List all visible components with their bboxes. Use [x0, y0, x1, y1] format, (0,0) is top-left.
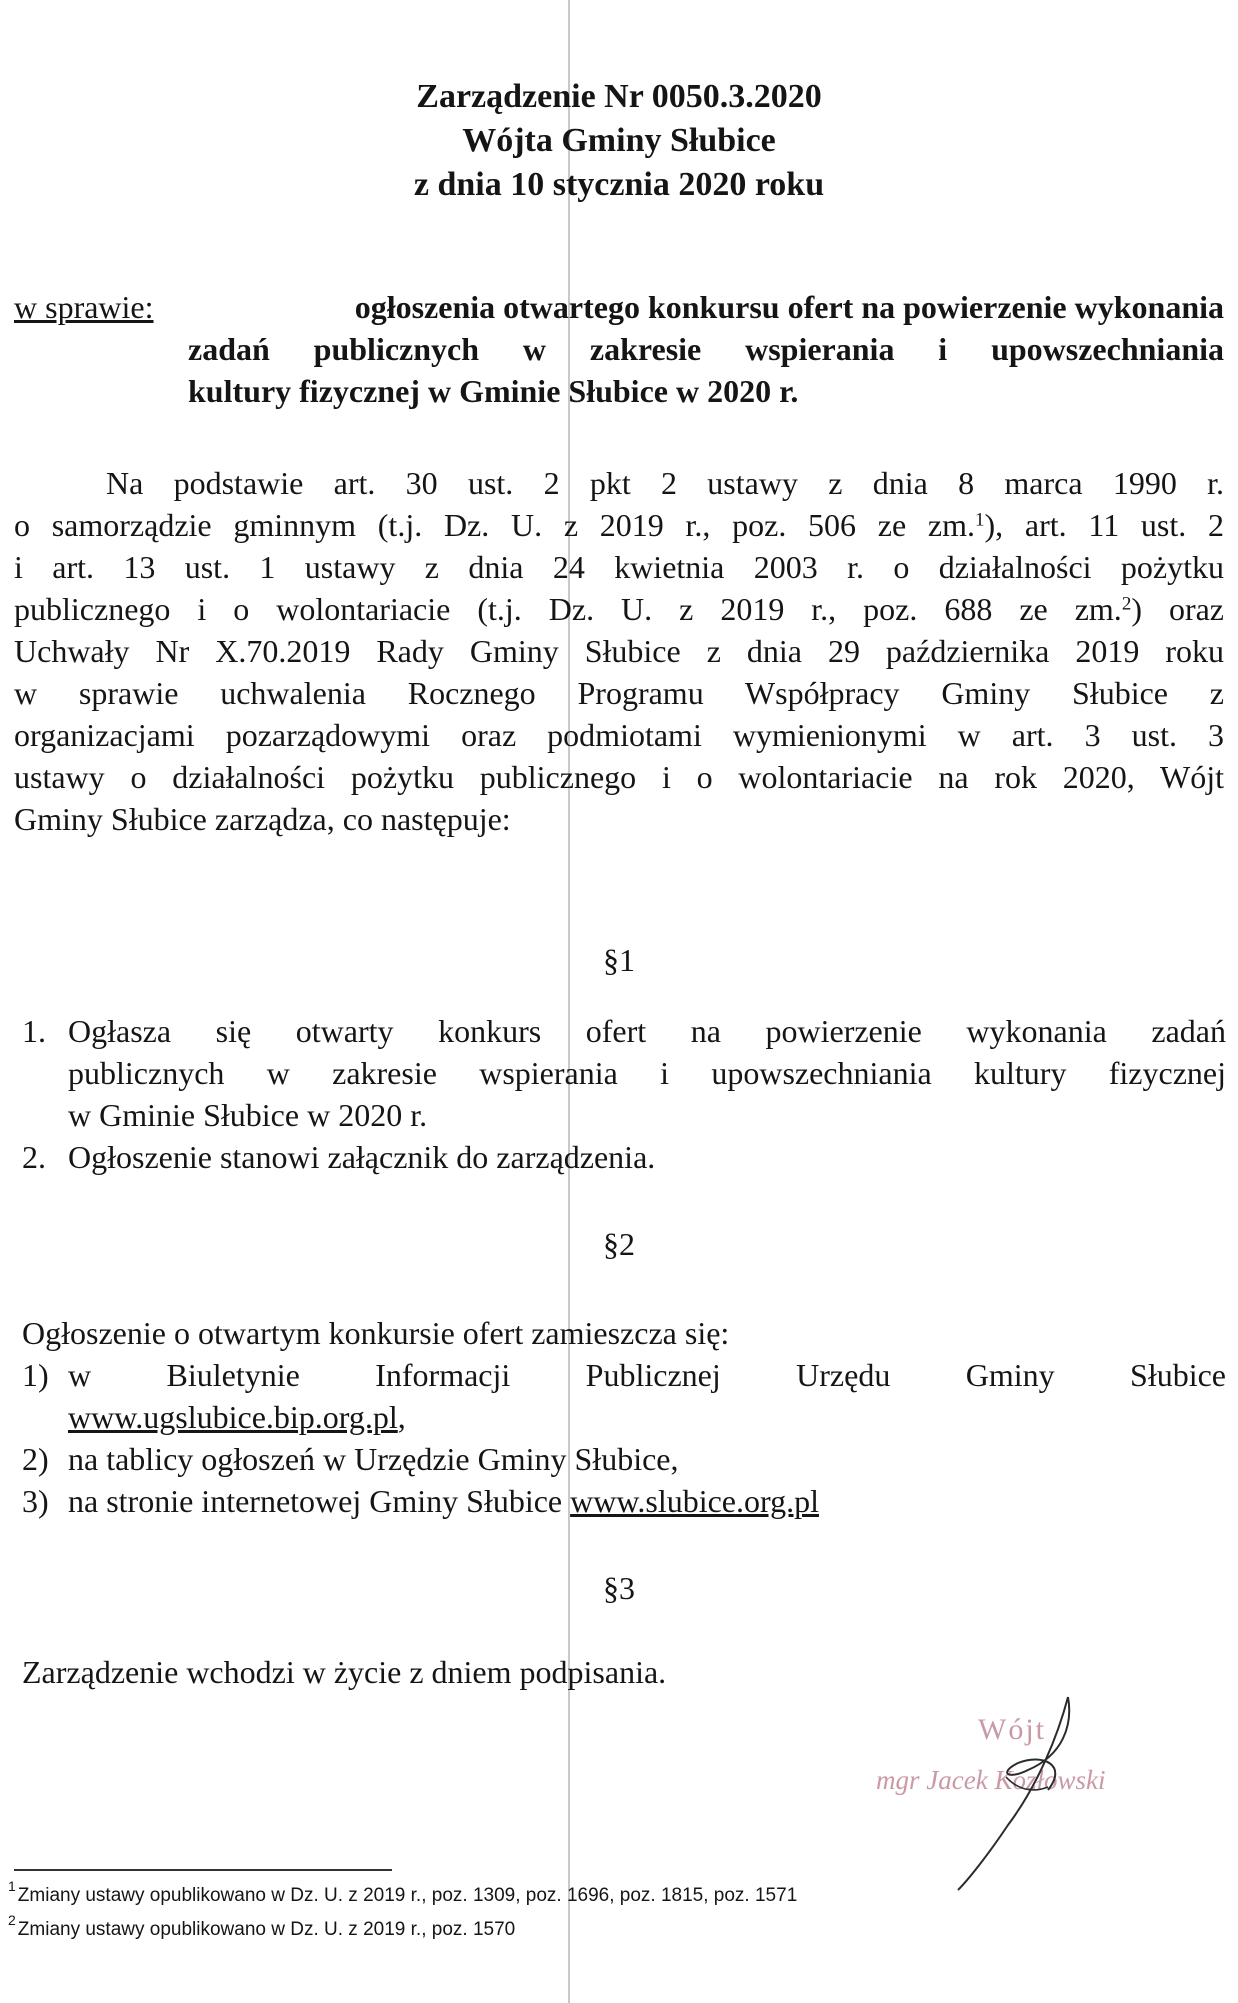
- basis-line: organizacjami pozarządowymi oraz podmiotami wymienionymi w art. 3 ust. 3: [14, 717, 1224, 753]
- basis-line: Uchwały Nr X.70.2019 Rady Gminy Słubice z dnia 29 października 2019 roku: [14, 633, 1224, 669]
- item-text: [68, 1438, 1226, 1480]
- header-title: Zarządzenie Nr 0050.3.2020: [416, 78, 822, 115]
- footnote-2: [8, 1913, 1208, 1947]
- bip-link[interactable]: www.ugslubice.bip.org.pl: [68, 1399, 398, 1435]
- footnote-text: Zmiany ustawy opublikowano w Dz. U. z 2019 r., poz. 1570: [17, 1919, 516, 1940]
- handwritten-signature: [868, 1695, 1168, 1895]
- item-text: [68, 1354, 1226, 1438]
- section-3-title: §3: [603, 1570, 635, 1606]
- subject-text-line2: zadań publicznych w zakresie wspierania i upowszechniania: [188, 331, 1224, 367]
- item-line: [68, 1396, 1226, 1438]
- subject-text-line3: kultury fizycznej w Gminie Słubice w 2020 r.: [188, 373, 799, 409]
- item-number: 1): [22, 1357, 49, 1393]
- item-line: Ogłoszenie stanowi załącznik do zarządzenia.: [68, 1139, 656, 1175]
- item-text: [68, 1136, 1226, 1178]
- item-line: w Biuletynie Informacji Publicznej Urzędu Gminy Słubice: [68, 1357, 1226, 1393]
- list-item: [22, 1354, 1226, 1438]
- basis-line: [14, 504, 1224, 546]
- footnote-mark: 2: [8, 1912, 16, 1929]
- list-item: [22, 1480, 1226, 1522]
- footnote-1: [8, 1879, 1208, 1913]
- subject-label: w sprawie:: [14, 289, 154, 325]
- stamp-name: mgr Jacek Kozłowski: [876, 1765, 1106, 1795]
- section-2-intro: Ogłoszenie o otwartym konkursie ofert zamieszcza się:: [22, 1315, 730, 1351]
- item-text: [68, 1010, 1226, 1136]
- item-number: 3): [22, 1483, 49, 1519]
- item-line: Ogłasza się otwarty konkurs ofert na powierzenie wykonania zadań: [68, 1013, 1226, 1049]
- punctuation: ,: [397, 1399, 406, 1435]
- basis-line: Gminy Słubice zarządza, co następuje:: [14, 801, 511, 837]
- header-date: z dnia 10 stycznia 2020 roku: [413, 166, 825, 203]
- header-issuer: Wójta Gminy Słubice: [462, 122, 776, 159]
- item-number: 2): [22, 1441, 49, 1477]
- subject-first-line: [14, 286, 1224, 328]
- section-2-list: [22, 1354, 1226, 1522]
- footnote-mark: 1: [8, 1878, 16, 1895]
- item-line-text: na stronie internetowej Gminy Słubice: [68, 1483, 571, 1519]
- subject-continuation: [14, 328, 1224, 412]
- item-text: [68, 1480, 1226, 1522]
- section-3-text: Zarządzenie wchodzi w życie z dniem podpisania.: [22, 1654, 667, 1690]
- website-link[interactable]: www.slubice.org.pl: [570, 1483, 819, 1519]
- item-number: 1.: [22, 1013, 46, 1049]
- basis-text: o samorządzie gminnym (t.j. Dz. U. z 2019 r., poz. 506 ze zm.: [14, 507, 976, 543]
- stamp-title: Wójt: [978, 1713, 1046, 1746]
- list-item: [22, 1438, 1226, 1480]
- item-line: w Gminie Słubice w 2020 r.: [68, 1097, 428, 1133]
- document-header: [0, 75, 1238, 207]
- subject-block: [14, 286, 1224, 412]
- basis-text: ), art. 11 ust. 2: [984, 507, 1225, 543]
- basis-text: ) oraz: [1131, 591, 1225, 627]
- basis-line: [14, 588, 1224, 630]
- footnote-ref: 2: [1121, 593, 1132, 615]
- basis-line: w sprawie uchwalenia Rocznego Programu Współpracy Gminy Słubice z: [14, 675, 1224, 711]
- section-1-title: §1: [603, 942, 635, 978]
- basis-text: publicznego i o wolontariacie (t.j. Dz. U. z 2019 r., poz. 688 ze zm.: [14, 591, 1122, 627]
- footnote-text: Zmiany ustawy opublikowano w Dz. U. z 2019 r., poz. 1309, poz. 1696, poz. 1815, poz. 1571: [17, 1885, 798, 1906]
- section-1-list: [22, 1010, 1226, 1178]
- footnote-ref: 1: [975, 509, 985, 531]
- item-line: publicznych w zakresie wspierania i upowszechniania kultury fizycznej: [68, 1055, 1226, 1091]
- footnote-separator: [14, 1869, 392, 1871]
- subject-text-line1: ogłoszenia otwartego konkursu ofert na powierzenie wykonania: [354, 289, 1224, 325]
- item-line: [68, 1480, 1226, 1522]
- basis-line: Na podstawie art. 30 ust. 2 pkt 2 ustawy z dnia 8 marca 1990 r.: [106, 465, 1224, 501]
- signature-area: [868, 1695, 1168, 1895]
- basis-line: ustawy o działalności pożytku publicznego i o wolontariacie na rok 2020, Wójt: [14, 759, 1224, 795]
- item-line: na tablicy ogłoszeń w Urzędzie Gminy Słubice,: [68, 1441, 679, 1477]
- list-item: [22, 1136, 1226, 1178]
- section-2-title: §2: [603, 1226, 635, 1262]
- footnotes: [8, 1879, 1208, 1947]
- legal-basis-paragraph: [14, 462, 1224, 840]
- list-item: [22, 1010, 1226, 1136]
- item-number: 2.: [22, 1139, 46, 1175]
- basis-line: i art. 13 ust. 1 ustawy z dnia 24 kwietnia 2003 r. o działalności pożytku: [14, 549, 1224, 585]
